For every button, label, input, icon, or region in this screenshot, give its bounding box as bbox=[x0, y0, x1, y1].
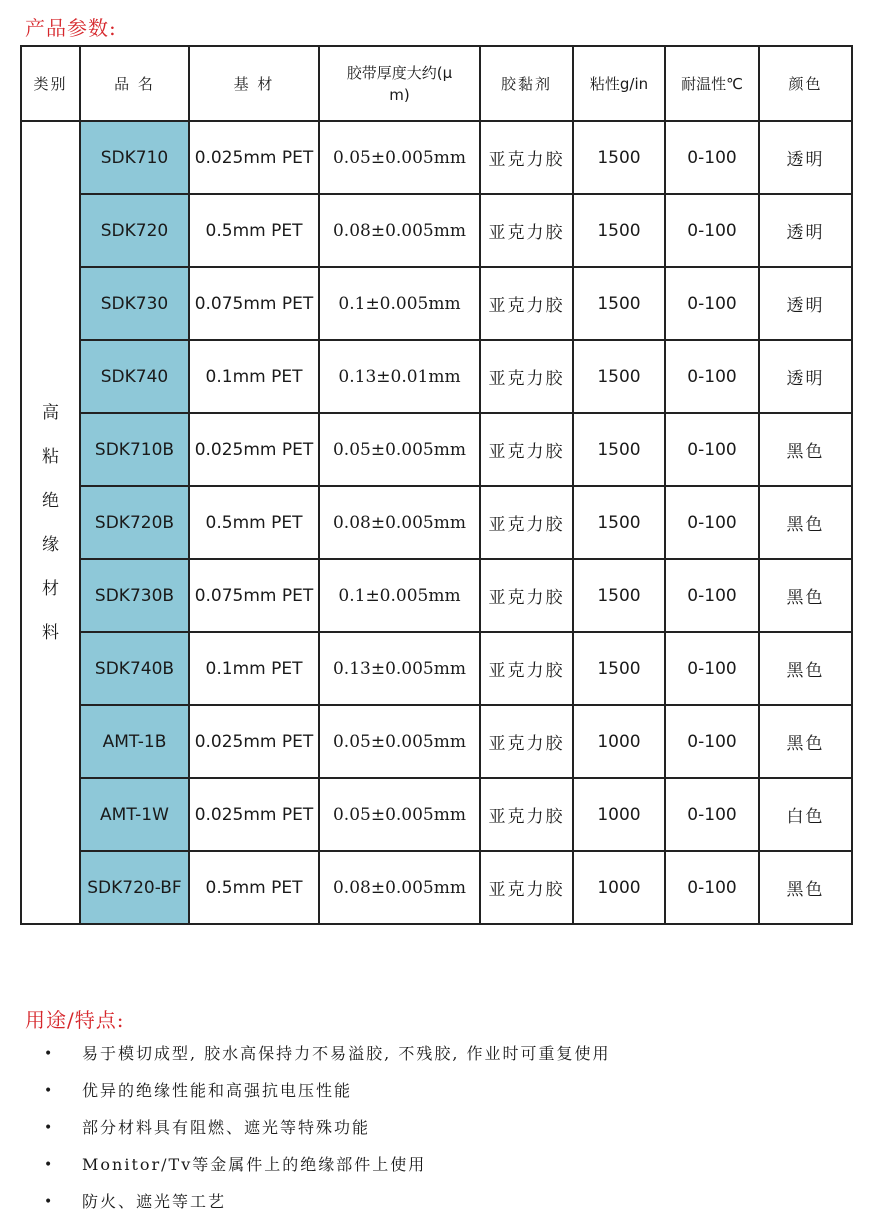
color-cell: 透明 bbox=[759, 194, 852, 267]
temp-cell: 0-100 bbox=[665, 340, 759, 413]
thickness-cell: 0.1±0.005mm bbox=[319, 559, 480, 632]
header-category: 类别 bbox=[21, 46, 80, 121]
temp-cell: 0-100 bbox=[665, 559, 759, 632]
table-header-row bbox=[21, 46, 852, 121]
product-name-cell: SDK720 bbox=[80, 194, 189, 267]
feature-text: 优异的绝缘性能和高强抗电压性能 bbox=[82, 1081, 353, 1100]
adhesive-cell: 亚克力胶 bbox=[480, 705, 573, 778]
base-cell: 0.5mm PET bbox=[189, 851, 319, 924]
header-name: 品 名 bbox=[80, 46, 189, 121]
temp-cell: 0-100 bbox=[665, 194, 759, 267]
color-cell: 黑色 bbox=[759, 486, 852, 559]
tack-cell: 1000 bbox=[573, 778, 665, 851]
thickness-cell: 0.13±0.01mm bbox=[319, 340, 480, 413]
color-cell: 黑色 bbox=[759, 559, 852, 632]
thickness-cell: 0.13±0.005mm bbox=[319, 632, 480, 705]
table-row bbox=[21, 486, 852, 559]
table-row bbox=[21, 340, 852, 413]
adhesive-cell: 亚克力胶 bbox=[480, 632, 573, 705]
feature-text: 易于模切成型, 胶水高保持力不易溢胶, 不残胶, 作业时可重复使用 bbox=[82, 1044, 611, 1063]
temp-cell: 0-100 bbox=[665, 413, 759, 486]
header-tack: 粘性g/in bbox=[573, 46, 665, 121]
temp-cell: 0-100 bbox=[665, 486, 759, 559]
thickness-cell: 0.08±0.005mm bbox=[319, 851, 480, 924]
header-thickness bbox=[319, 46, 480, 121]
features-section-title: 用途/特点: bbox=[25, 1008, 125, 1032]
product-params-table bbox=[20, 45, 853, 925]
color-cell: 黑色 bbox=[759, 632, 852, 705]
product-name-cell: SDK740 bbox=[80, 340, 189, 413]
adhesive-cell: 亚克力胶 bbox=[480, 267, 573, 340]
base-cell: 0.025mm PET bbox=[189, 778, 319, 851]
header-thickness-line2: m) bbox=[389, 85, 410, 104]
category-char: 绝 bbox=[42, 490, 59, 511]
temp-cell: 0-100 bbox=[665, 851, 759, 924]
table-row bbox=[21, 194, 852, 267]
temp-cell: 0-100 bbox=[665, 632, 759, 705]
product-name-cell: SDK730 bbox=[80, 267, 189, 340]
color-cell: 黑色 bbox=[759, 705, 852, 778]
thickness-cell: 0.05±0.005mm bbox=[319, 121, 480, 194]
tack-cell: 1000 bbox=[573, 851, 665, 924]
temp-cell: 0-100 bbox=[665, 705, 759, 778]
color-cell: 透明 bbox=[759, 267, 852, 340]
header-thickness-line1: 胶带厚度大约(μ bbox=[346, 63, 453, 82]
product-name-cell: AMT-1W bbox=[80, 778, 189, 851]
category-char: 料 bbox=[42, 622, 59, 643]
table-row bbox=[21, 778, 852, 851]
thickness-cell: 0.05±0.005mm bbox=[319, 705, 480, 778]
table-row bbox=[21, 121, 852, 194]
product-name-cell: SDK720-BF bbox=[80, 851, 189, 924]
base-cell: 0.075mm PET bbox=[189, 267, 319, 340]
bullet-icon: • bbox=[44, 1083, 55, 1099]
header-color: 颜色 bbox=[759, 46, 852, 121]
bullet-icon: • bbox=[44, 1194, 55, 1210]
adhesive-cell: 亚克力胶 bbox=[480, 340, 573, 413]
thickness-cell: 0.05±0.005mm bbox=[319, 778, 480, 851]
adhesive-cell: 亚克力胶 bbox=[480, 413, 573, 486]
table-row bbox=[21, 267, 852, 340]
product-name-cell: SDK710 bbox=[80, 121, 189, 194]
temp-cell: 0-100 bbox=[665, 778, 759, 851]
tack-cell: 1500 bbox=[573, 486, 665, 559]
product-name-cell: SDK730B bbox=[80, 559, 189, 632]
thickness-cell: 0.08±0.005mm bbox=[319, 486, 480, 559]
category-char: 材 bbox=[42, 578, 59, 599]
tack-cell: 1500 bbox=[573, 632, 665, 705]
table-row bbox=[21, 559, 852, 632]
bullet-icon: • bbox=[44, 1120, 55, 1136]
adhesive-cell: 亚克力胶 bbox=[480, 851, 573, 924]
tack-cell: 1000 bbox=[573, 705, 665, 778]
features-list bbox=[40, 1040, 611, 1225]
base-cell: 0.1mm PET bbox=[189, 632, 319, 705]
temp-cell: 0-100 bbox=[665, 121, 759, 194]
base-cell: 0.1mm PET bbox=[189, 340, 319, 413]
category-char: 粘 bbox=[42, 446, 59, 467]
product-name-cell: AMT-1B bbox=[80, 705, 189, 778]
color-cell: 黑色 bbox=[759, 851, 852, 924]
feature-text: 防火、遮光等工艺 bbox=[82, 1192, 227, 1211]
color-cell: 透明 bbox=[759, 340, 852, 413]
base-cell: 0.025mm PET bbox=[189, 121, 319, 194]
tack-cell: 1500 bbox=[573, 413, 665, 486]
tack-cell: 1500 bbox=[573, 559, 665, 632]
base-cell: 0.025mm PET bbox=[189, 413, 319, 486]
thickness-cell: 0.1±0.005mm bbox=[319, 267, 480, 340]
list-item bbox=[40, 1188, 611, 1225]
params-section-title: 产品参数: bbox=[25, 16, 117, 40]
tack-cell: 1500 bbox=[573, 340, 665, 413]
list-item bbox=[40, 1114, 611, 1151]
thickness-cell: 0.05±0.005mm bbox=[319, 413, 480, 486]
adhesive-cell: 亚克力胶 bbox=[480, 778, 573, 851]
base-cell: 0.5mm PET bbox=[189, 486, 319, 559]
color-cell: 白色 bbox=[759, 778, 852, 851]
bullet-icon: • bbox=[44, 1046, 55, 1062]
header-adhesive: 胶黏剂 bbox=[480, 46, 573, 121]
table-row bbox=[21, 705, 852, 778]
category-cell bbox=[21, 121, 80, 924]
feature-text: 部分材料具有阻燃、遮光等特殊功能 bbox=[82, 1118, 371, 1137]
header-base: 基 材 bbox=[189, 46, 319, 121]
category-char: 高 bbox=[42, 402, 59, 423]
adhesive-cell: 亚克力胶 bbox=[480, 121, 573, 194]
table-row bbox=[21, 413, 852, 486]
color-cell: 黑色 bbox=[759, 413, 852, 486]
color-cell: 透明 bbox=[759, 121, 852, 194]
list-item bbox=[40, 1040, 611, 1077]
category-char: 缘 bbox=[42, 534, 59, 555]
table-row bbox=[21, 632, 852, 705]
header-temp: 耐温性℃ bbox=[665, 46, 759, 121]
product-name-cell: SDK740B bbox=[80, 632, 189, 705]
list-item bbox=[40, 1077, 611, 1114]
list-item bbox=[40, 1151, 611, 1188]
product-name-cell: SDK710B bbox=[80, 413, 189, 486]
thickness-cell: 0.08±0.005mm bbox=[319, 194, 480, 267]
adhesive-cell: 亚克力胶 bbox=[480, 559, 573, 632]
adhesive-cell: 亚克力胶 bbox=[480, 486, 573, 559]
product-name-cell: SDK720B bbox=[80, 486, 189, 559]
tack-cell: 1500 bbox=[573, 267, 665, 340]
bullet-icon: • bbox=[44, 1157, 55, 1173]
base-cell: 0.5mm PET bbox=[189, 194, 319, 267]
feature-text: Monitor/Tv等金属件上的绝缘部件上使用 bbox=[82, 1155, 427, 1174]
base-cell: 0.025mm PET bbox=[189, 705, 319, 778]
tack-cell: 1500 bbox=[573, 194, 665, 267]
base-cell: 0.075mm PET bbox=[189, 559, 319, 632]
adhesive-cell: 亚克力胶 bbox=[480, 194, 573, 267]
temp-cell: 0-100 bbox=[665, 267, 759, 340]
table-row bbox=[21, 851, 852, 924]
tack-cell: 1500 bbox=[573, 121, 665, 194]
